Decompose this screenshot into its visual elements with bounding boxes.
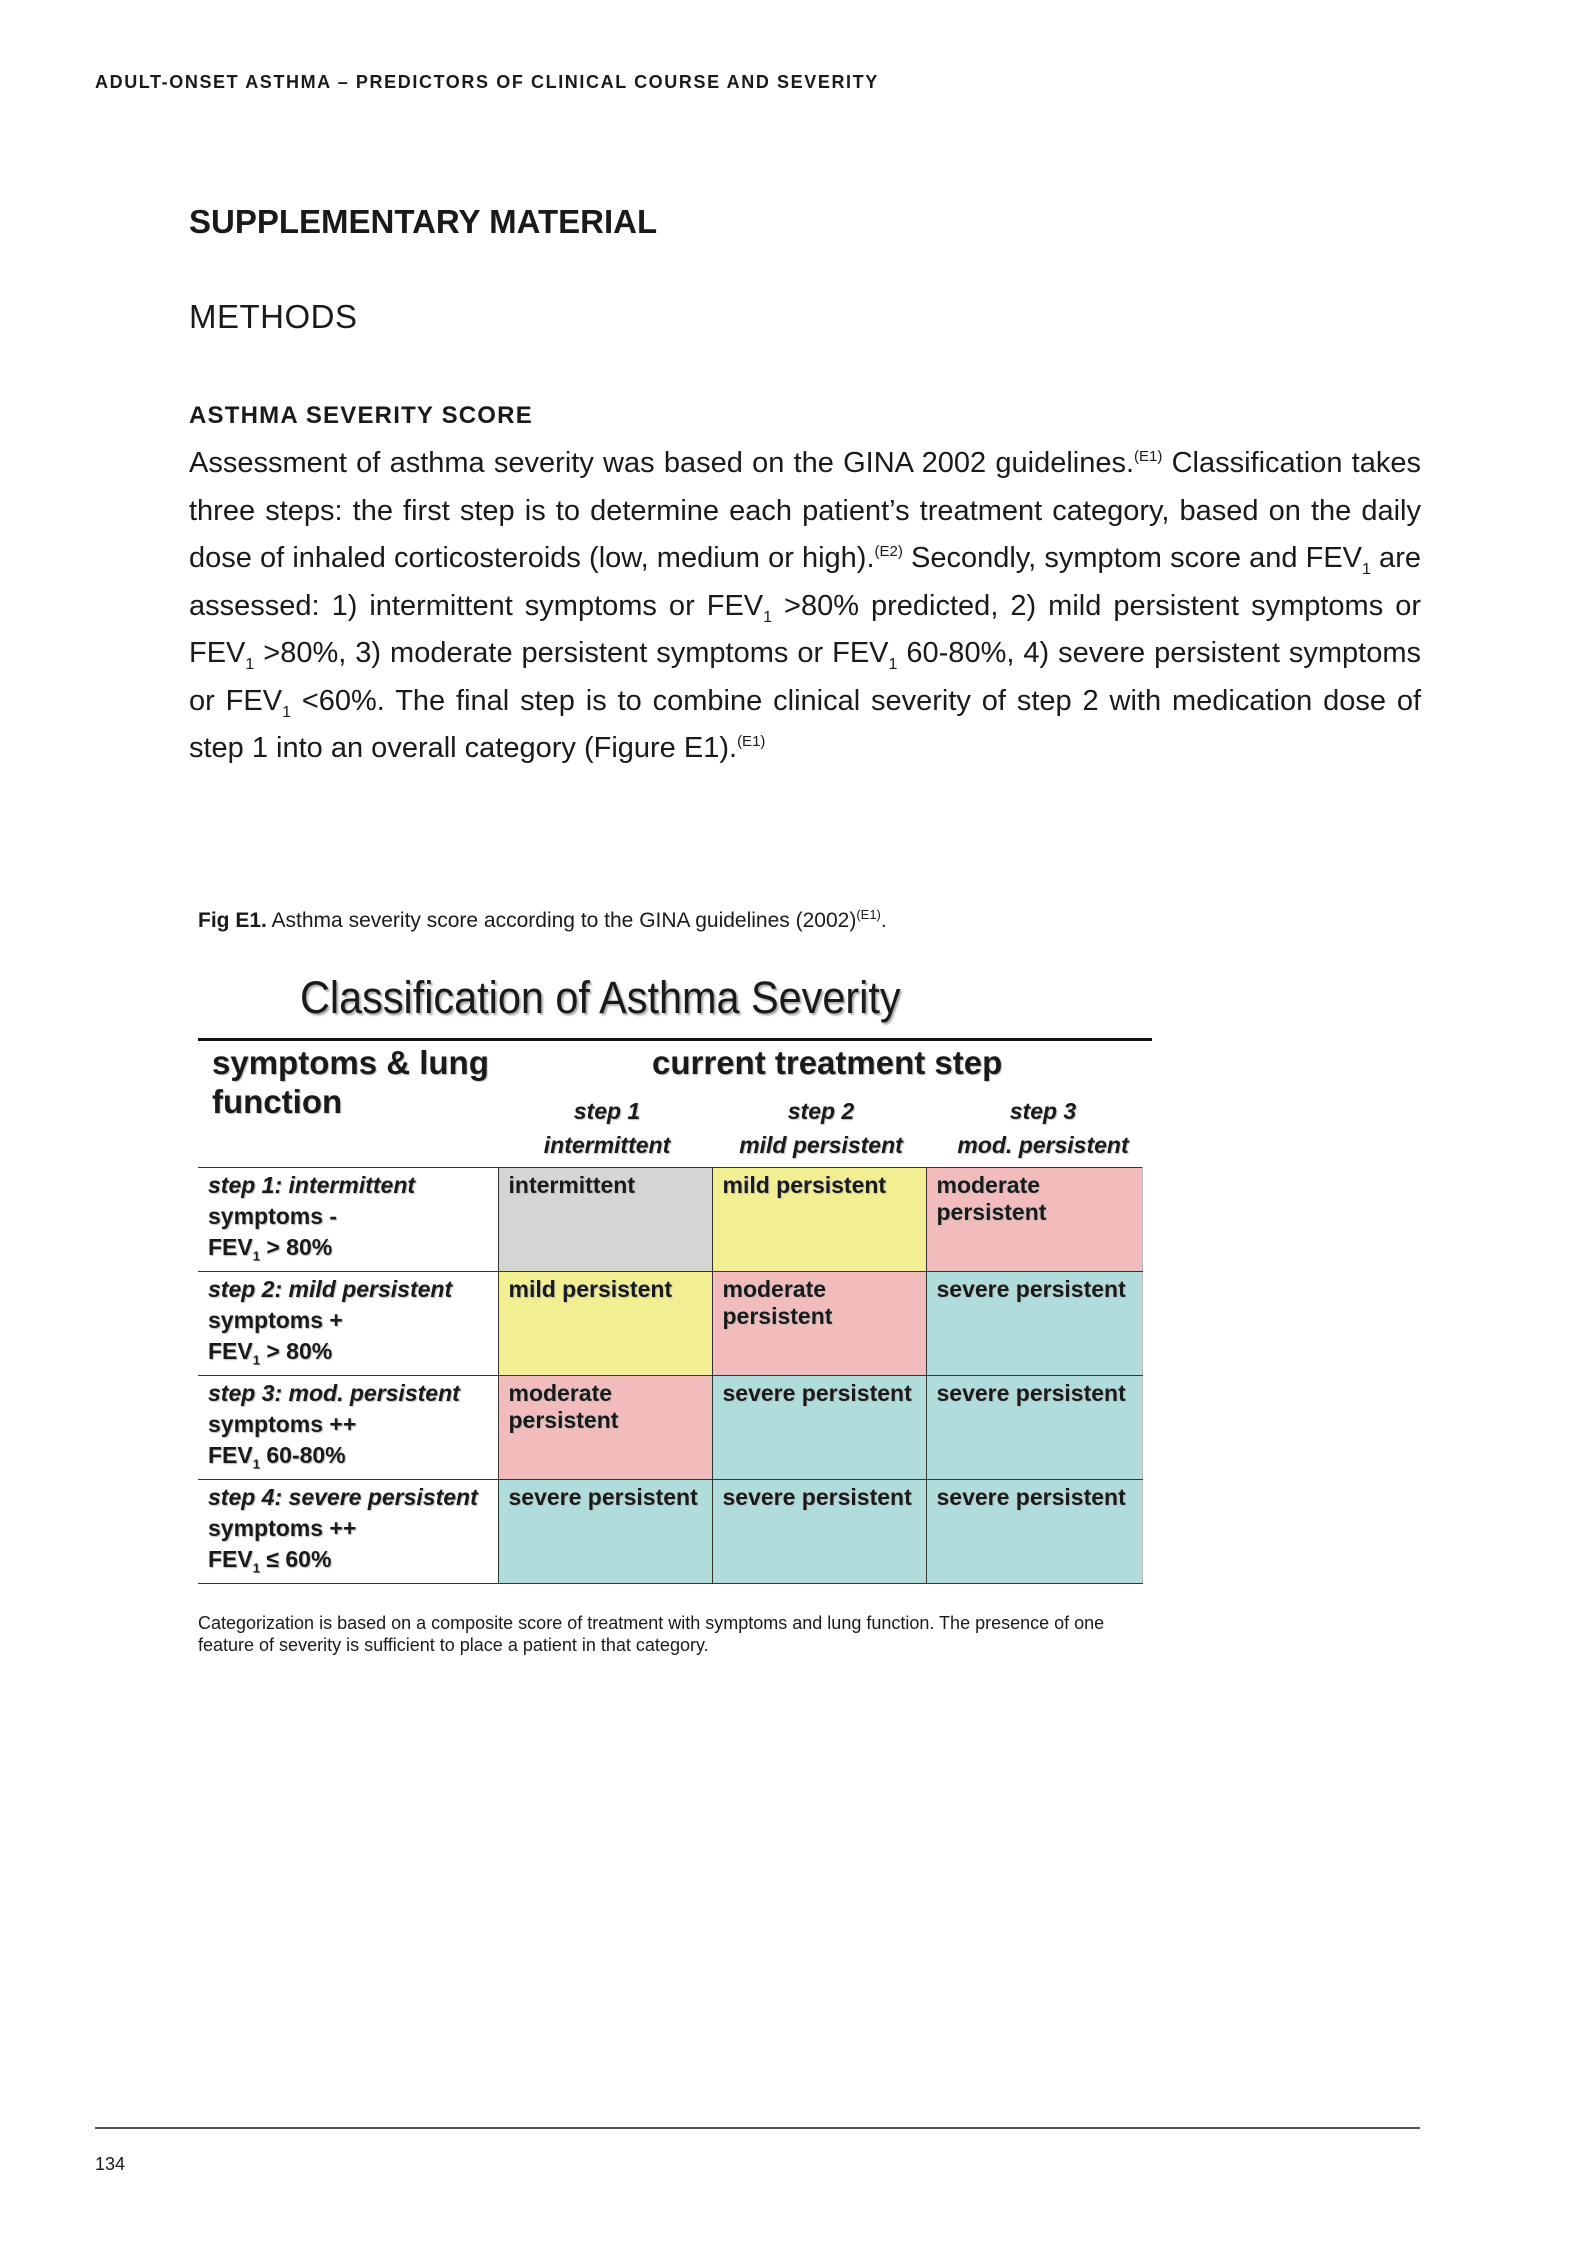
column-header-title: current treatment step bbox=[652, 1044, 1003, 1081]
column-header bbox=[503, 1094, 711, 1162]
severity-table bbox=[198, 1167, 1143, 1584]
column-step: step 3 bbox=[1009, 1098, 1077, 1124]
severity-cell: moderate persistent bbox=[498, 1376, 712, 1480]
footer-divider bbox=[95, 2127, 1420, 2129]
page-heading: SUPPLEMENTARY MATERIAL bbox=[189, 203, 658, 240]
table-row bbox=[198, 1480, 1142, 1584]
row-header: step 4: severe persistent symptoms ++ $FEV_1 \le 60\%$ bbox=[198, 1480, 498, 1584]
column-step: step 2 bbox=[787, 1098, 855, 1124]
row-header: step 3: mod. persistent symptoms ++ $FEV_1$ 60-80% bbox=[198, 1376, 498, 1480]
column-label: mod. persistent bbox=[957, 1132, 1129, 1158]
row-header: step 1: intermittent symptoms - $FEV_1 > 80\%$ bbox=[198, 1168, 498, 1272]
column-header bbox=[939, 1094, 1147, 1162]
severity-cell: severe persistent bbox=[926, 1272, 1142, 1376]
subsection-heading: ASTHMA SEVERITY SCORE bbox=[189, 402, 533, 429]
table-row bbox=[198, 1272, 1142, 1376]
page-number: 134 bbox=[95, 2154, 126, 2174]
section-heading: METHODS bbox=[189, 298, 358, 335]
figure-title: Classification of Asthma Severity bbox=[300, 972, 901, 1023]
severity-cell: severe persistent bbox=[712, 1480, 926, 1584]
severity-cell: severe persistent bbox=[926, 1376, 1142, 1480]
severity-cell: severe persistent bbox=[926, 1480, 1142, 1584]
severity-cell: mild persistent bbox=[498, 1272, 712, 1376]
severity-cell: severe persistent bbox=[498, 1480, 712, 1584]
row-header: step 2: mild persistent symptoms + $FEV_1 > 80\%$ bbox=[198, 1272, 498, 1376]
divider bbox=[198, 1038, 1152, 1041]
row-header-title: symptoms & lung function bbox=[212, 1044, 489, 1120]
column-header bbox=[717, 1094, 925, 1162]
column-step: step 1 bbox=[573, 1098, 641, 1124]
table-row bbox=[198, 1376, 1142, 1480]
table-row bbox=[198, 1168, 1142, 1272]
severity-cell: mild persistent bbox=[712, 1168, 926, 1272]
column-label: intermittent bbox=[543, 1132, 671, 1158]
figure-caption: Fig E1. Asthma severity score according to the GINA guidelines $(2002)^{(E1)}$. bbox=[198, 907, 887, 932]
severity-cell: moderate persistent bbox=[926, 1168, 1142, 1272]
running-head: ADULT-ONSET ASTHMA – PREDICTORS OF CLINICAL COURSE AND SEVERITY bbox=[95, 72, 879, 92]
severity-cell: moderate persistent bbox=[712, 1272, 926, 1376]
column-label: mild persistent bbox=[739, 1132, 903, 1158]
body-paragraph: Assessment of asthma severity was based on the GINA 2002 guidelines.$^{(E1)}$ Classification takes three steps: the first step is to determine each patient’s treatment category, based on the daily dose of inhaled corticosteroids (low, medium or high).$^{(E2)}$ Secondly, symptom score and $FEV_1$ are assessed: 1) intermittent symptoms or $FEV_1 >80\%$ predicted, 2) mild persistent symptoms or $FEV_1 >80\%$, 3) moderate persistent symptoms or $FEV_1$ 60-80%, 4) severe persistent symptoms or $FEV_1 <60\%$. The final step is to combine clinical severity of step 2 with medication dose of step 1 into an overall category (Figure E1).$^{(E1)}$ bbox=[189, 447, 1422, 764]
severity-cell: severe persistent bbox=[712, 1376, 926, 1480]
figure-note: Categorization is based on a composite score of treatment with symptoms and lung function. The presence of one feature of severity is sufficient to place a patient in that category. bbox=[198, 1613, 1105, 1655]
severity-cell: intermittent bbox=[498, 1168, 712, 1272]
